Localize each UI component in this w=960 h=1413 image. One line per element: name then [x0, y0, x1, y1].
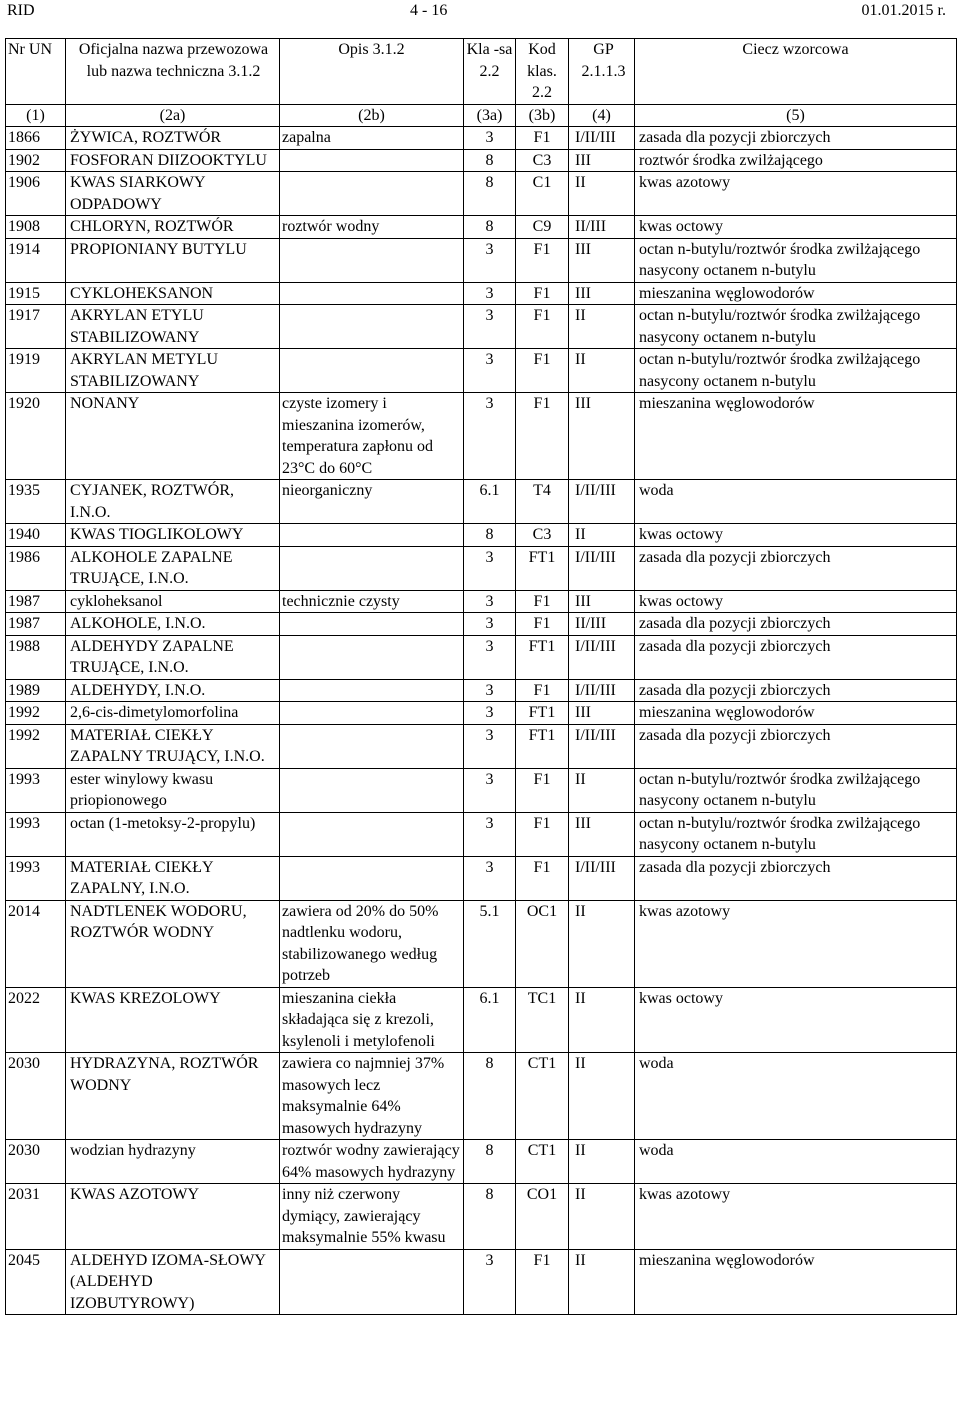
cell-packing-group: III	[569, 282, 635, 305]
cell-un-number: 2022	[6, 987, 66, 1053]
cell-class: 3	[464, 1249, 516, 1315]
header-document-code: RID	[7, 2, 35, 19]
cell-packing-group: II	[569, 1249, 635, 1315]
cell-reference-liquid: mieszanina węglowodorów	[635, 702, 957, 725]
cell-class: 5.1	[464, 900, 516, 987]
cell-name: MATERIAŁ CIEKŁY ZAPALNY, I.N.O.	[66, 856, 280, 900]
cell-reference-liquid: kwas octowy	[635, 590, 957, 613]
table-row	[6, 127, 957, 150]
cell-reference-liquid: zasada dla pozycji zbiorczych	[635, 724, 957, 768]
cell-un-number: 1988	[6, 635, 66, 679]
cell-description	[280, 149, 464, 172]
col-header-name: Oficjalna nazwa przewozowa lub nazwa techniczna 3.1.2	[66, 39, 280, 105]
cell-reference-liquid: kwas azotowy	[635, 900, 957, 987]
cell-reference-liquid: octan n-butylu/roztwór środka zwilżającego nasycony octanem n-butylu	[635, 349, 957, 393]
reference-liquids-table	[5, 38, 957, 1315]
cell-packing-group: II	[569, 1140, 635, 1184]
cell-classification-code: F1	[516, 349, 569, 393]
cell-packing-group: III	[569, 238, 635, 282]
cell-un-number: 1940	[6, 524, 66, 547]
cell-class: 3	[464, 702, 516, 725]
cell-class: 3	[464, 679, 516, 702]
cell-un-number: 1989	[6, 679, 66, 702]
cell-un-number: 1914	[6, 238, 66, 282]
cell-classification-code: F1	[516, 127, 569, 150]
cell-name: AKRYLAN METYLU STABILIZOWANY	[66, 349, 280, 393]
cell-description	[280, 724, 464, 768]
cell-classification-code: F1	[516, 282, 569, 305]
cell-name: PROPIONIANY BUTYLU	[66, 238, 280, 282]
table-row	[6, 702, 957, 725]
cell-reference-liquid: zasada dla pozycji zbiorczych	[635, 635, 957, 679]
cell-classification-code: C3	[516, 149, 569, 172]
table-row	[6, 768, 957, 812]
cell-name: KWAS TIOGLIKOLOWY	[66, 524, 280, 547]
cell-un-number: 2014	[6, 900, 66, 987]
col-number: (2a)	[66, 104, 280, 127]
cell-reference-liquid: woda	[635, 480, 957, 524]
cell-name: FOSFORAN DIIZOOKTYLU	[66, 149, 280, 172]
cell-description	[280, 172, 464, 216]
cell-reference-liquid: zasada dla pozycji zbiorczych	[635, 127, 957, 150]
cell-classification-code: F1	[516, 393, 569, 480]
cell-class: 8	[464, 149, 516, 172]
col-header-classification-code: Kod klas. 2.2	[516, 39, 569, 105]
cell-classification-code: FT1	[516, 724, 569, 768]
cell-description	[280, 635, 464, 679]
cell-name: ALDEHYDY ZAPALNE TRUJĄCE, I.N.O.	[66, 635, 280, 679]
cell-description	[280, 546, 464, 590]
table-row	[6, 480, 957, 524]
cell-reference-liquid: mieszanina węglowodorów	[635, 1249, 957, 1315]
cell-classification-code: TC1	[516, 987, 569, 1053]
cell-description	[280, 613, 464, 636]
cell-packing-group: III	[569, 149, 635, 172]
cell-name: ŻYWICA, ROZTWÓR	[66, 127, 280, 150]
cell-description: technicznie czysty	[280, 590, 464, 613]
col-number: (3a)	[464, 104, 516, 127]
cell-reference-liquid: octan n-butylu/roztwór środka zwilżającego nasycony octanem n-butylu	[635, 812, 957, 856]
cell-description	[280, 812, 464, 856]
cell-packing-group: II	[569, 1184, 635, 1250]
header-date: 01.01.2015 r.	[861, 2, 946, 19]
cell-classification-code: F1	[516, 305, 569, 349]
cell-description	[280, 768, 464, 812]
cell-reference-liquid: kwas octowy	[635, 987, 957, 1053]
cell-name: CYKLOHEKSANON	[66, 282, 280, 305]
table-body	[6, 127, 957, 1315]
cell-classification-code: F1	[516, 590, 569, 613]
cell-name: KWAS SIARKOWY ODPADOWY	[66, 172, 280, 216]
cell-description	[280, 305, 464, 349]
cell-un-number: 1987	[6, 590, 66, 613]
table-row	[6, 590, 957, 613]
cell-reference-liquid: zasada dla pozycji zbiorczych	[635, 546, 957, 590]
cell-un-number: 2031	[6, 1184, 66, 1250]
cell-un-number: 1917	[6, 305, 66, 349]
cell-classification-code: F1	[516, 1249, 569, 1315]
cell-description: zawiera od 20% do 50% nadtlenku wodoru, stabilizowanego według potrzeb	[280, 900, 464, 987]
cell-packing-group: I/II/III	[569, 635, 635, 679]
table-row	[6, 613, 957, 636]
cell-class: 8	[464, 1053, 516, 1140]
table-row	[6, 149, 957, 172]
table-row	[6, 812, 957, 856]
cell-class: 3	[464, 127, 516, 150]
cell-description	[280, 349, 464, 393]
cell-packing-group: II	[569, 900, 635, 987]
cell-description: mieszanina ciekła składająca się z krezoli, ksylenoli i metylofenoli	[280, 987, 464, 1053]
cell-classification-code: OC1	[516, 900, 569, 987]
cell-reference-liquid: kwas octowy	[635, 216, 957, 239]
cell-packing-group: I/II/III	[569, 856, 635, 900]
cell-description	[280, 238, 464, 282]
cell-packing-group: II	[569, 305, 635, 349]
cell-classification-code: C9	[516, 216, 569, 239]
table-row	[6, 546, 957, 590]
cell-packing-group: II/III	[569, 216, 635, 239]
cell-class: 3	[464, 238, 516, 282]
cell-un-number: 2030	[6, 1053, 66, 1140]
cell-reference-liquid: octan n-butylu/roztwór środka zwilżającego nasycony octanem n-butylu	[635, 768, 957, 812]
header-page-number: 4 - 16	[410, 2, 448, 19]
cell-un-number: 2045	[6, 1249, 66, 1315]
cell-class: 8	[464, 216, 516, 239]
cell-un-number: 1919	[6, 349, 66, 393]
cell-un-number: 1987	[6, 613, 66, 636]
cell-reference-liquid: zasada dla pozycji zbiorczych	[635, 679, 957, 702]
cell-un-number: 1993	[6, 768, 66, 812]
col-number: (4)	[569, 104, 635, 127]
cell-packing-group: III	[569, 393, 635, 480]
cell-name: HYDRAZYNA, ROZTWÓR WODNY	[66, 1053, 280, 1140]
cell-classification-code: F1	[516, 679, 569, 702]
cell-un-number: 1866	[6, 127, 66, 150]
cell-class: 6.1	[464, 480, 516, 524]
table-row	[6, 635, 957, 679]
cell-description	[280, 524, 464, 547]
cell-class: 8	[464, 1184, 516, 1250]
table-row	[6, 282, 957, 305]
cell-packing-group: I/II/III	[569, 724, 635, 768]
cell-description: zawiera co najmniej 37% masowych lecz maksymalnie 64% masowych hydrazyny	[280, 1053, 464, 1140]
table-row	[6, 216, 957, 239]
cell-un-number: 1902	[6, 149, 66, 172]
col-number: (5)	[635, 104, 957, 127]
cell-name: CHLORYN, ROZTWÓR	[66, 216, 280, 239]
cell-description: roztwór wodny	[280, 216, 464, 239]
cell-class: 3	[464, 349, 516, 393]
cell-name: octan (1-metoksy-2-propylu)	[66, 812, 280, 856]
table-row	[6, 349, 957, 393]
cell-description: nieorganiczny	[280, 480, 464, 524]
cell-description	[280, 1249, 464, 1315]
table-row	[6, 856, 957, 900]
cell-packing-group: III	[569, 812, 635, 856]
cell-name: ester winylowy kwasu priopionowego	[66, 768, 280, 812]
cell-name: cykloheksanol	[66, 590, 280, 613]
cell-description	[280, 282, 464, 305]
cell-reference-liquid: roztwór środka zwilżającego	[635, 149, 957, 172]
cell-un-number: 2030	[6, 1140, 66, 1184]
table-row	[6, 900, 957, 987]
cell-classification-code: F1	[516, 768, 569, 812]
cell-un-number: 1992	[6, 702, 66, 725]
cell-classification-code: F1	[516, 238, 569, 282]
table-row	[6, 679, 957, 702]
table-header-row	[6, 39, 957, 105]
col-number: (1)	[6, 104, 66, 127]
cell-class: 3	[464, 282, 516, 305]
cell-packing-group: II	[569, 524, 635, 547]
cell-description	[280, 702, 464, 725]
cell-packing-group: II	[569, 768, 635, 812]
table-row	[6, 172, 957, 216]
cell-packing-group: II	[569, 987, 635, 1053]
col-header-packing-group: GP 2.1.1.3	[569, 39, 635, 105]
cell-reference-liquid: woda	[635, 1053, 957, 1140]
cell-description: zapalna	[280, 127, 464, 150]
cell-name: 2,6-cis-dimetylomorfolina	[66, 702, 280, 725]
cell-name: ALKOHOLE ZAPALNE TRUJĄCE, I.N.O.	[66, 546, 280, 590]
cell-name: NONANY	[66, 393, 280, 480]
table-row	[6, 1184, 957, 1250]
cell-reference-liquid: mieszanina węglowodorów	[635, 282, 957, 305]
table-row	[6, 987, 957, 1053]
cell-name: AKRYLAN ETYLU STABILIZOWANY	[66, 305, 280, 349]
cell-class: 8	[464, 524, 516, 547]
cell-reference-liquid: kwas azotowy	[635, 172, 957, 216]
cell-classification-code: CO1	[516, 1184, 569, 1250]
cell-packing-group: I/II/III	[569, 546, 635, 590]
cell-name: KWAS KREZOLOWY	[66, 987, 280, 1053]
cell-class: 3	[464, 305, 516, 349]
cell-name: ALDEHYD IZOMA-SŁOWY (ALDEHYD IZOBUTYROWY)	[66, 1249, 280, 1315]
cell-classification-code: T4	[516, 480, 569, 524]
cell-classification-code: CT1	[516, 1053, 569, 1140]
cell-class: 3	[464, 393, 516, 480]
table-row	[6, 1140, 957, 1184]
page-header	[0, 0, 960, 22]
cell-class: 3	[464, 812, 516, 856]
table-row	[6, 1249, 957, 1315]
col-header-class: Kla -sa 2.2	[464, 39, 516, 105]
col-number: (2b)	[280, 104, 464, 127]
cell-class: 3	[464, 590, 516, 613]
cell-name: NADTLENEK WODORU, ROZTWÓR WODNY	[66, 900, 280, 987]
cell-packing-group: III	[569, 590, 635, 613]
cell-un-number: 1920	[6, 393, 66, 480]
cell-name: ALDEHYDY, I.N.O.	[66, 679, 280, 702]
col-number: (3b)	[516, 104, 569, 127]
cell-packing-group: I/II/III	[569, 480, 635, 524]
cell-packing-group: I/II/III	[569, 679, 635, 702]
cell-name: ALKOHOLE, I.N.O.	[66, 613, 280, 636]
table-row	[6, 524, 957, 547]
cell-packing-group: II	[569, 349, 635, 393]
cell-reference-liquid: mieszanina węglowodorów	[635, 393, 957, 480]
cell-un-number: 1986	[6, 546, 66, 590]
cell-description: inny niż czerwony dymiący, zawierający maksymalnie 55% kwasu	[280, 1184, 464, 1250]
cell-un-number: 1915	[6, 282, 66, 305]
cell-class: 3	[464, 768, 516, 812]
cell-description	[280, 679, 464, 702]
cell-classification-code: C1	[516, 172, 569, 216]
cell-class: 8	[464, 1140, 516, 1184]
col-header-reference-liquid: Ciecz wzorcowa	[635, 39, 957, 105]
cell-packing-group: II	[569, 172, 635, 216]
table-row	[6, 393, 957, 480]
table-row	[6, 1053, 957, 1140]
cell-un-number: 1935	[6, 480, 66, 524]
cell-reference-liquid: kwas azotowy	[635, 1184, 957, 1250]
cell-class: 3	[464, 613, 516, 636]
cell-un-number: 1908	[6, 216, 66, 239]
cell-description	[280, 856, 464, 900]
cell-reference-liquid: woda	[635, 1140, 957, 1184]
cell-packing-group: II/III	[569, 613, 635, 636]
cell-class: 3	[464, 724, 516, 768]
cell-name: MATERIAŁ CIEKŁY ZAPALNY TRUJĄCY, I.N.O.	[66, 724, 280, 768]
cell-reference-liquid: octan n-butylu/roztwór środka zwilżającego nasycony octanem n-butylu	[635, 238, 957, 282]
cell-packing-group: I/II/III	[569, 127, 635, 150]
table-row	[6, 238, 957, 282]
cell-un-number: 1993	[6, 812, 66, 856]
cell-reference-liquid: zasada dla pozycji zbiorczych	[635, 856, 957, 900]
cell-reference-liquid: zasada dla pozycji zbiorczych	[635, 613, 957, 636]
cell-un-number: 1993	[6, 856, 66, 900]
cell-un-number: 1906	[6, 172, 66, 216]
cell-class: 3	[464, 856, 516, 900]
cell-classification-code: F1	[516, 812, 569, 856]
cell-packing-group: II	[569, 1053, 635, 1140]
cell-reference-liquid: octan n-butylu/roztwór środka zwilżającego nasycony octanem n-butylu	[635, 305, 957, 349]
cell-description: roztwór wodny zawierający 64% masowych hydrazyny	[280, 1140, 464, 1184]
col-header-description: Opis 3.1.2	[280, 39, 464, 105]
cell-name: CYJANEK, ROZTWÓR, I.N.O.	[66, 480, 280, 524]
cell-class: 3	[464, 546, 516, 590]
cell-classification-code: FT1	[516, 702, 569, 725]
cell-classification-code: F1	[516, 856, 569, 900]
cell-un-number: 1992	[6, 724, 66, 768]
cell-classification-code: FT1	[516, 635, 569, 679]
cell-classification-code: FT1	[516, 546, 569, 590]
table-row	[6, 724, 957, 768]
cell-class: 6.1	[464, 987, 516, 1053]
cell-class: 3	[464, 635, 516, 679]
cell-classification-code: CT1	[516, 1140, 569, 1184]
cell-reference-liquid: kwas octowy	[635, 524, 957, 547]
column-number-row	[6, 104, 957, 127]
cell-classification-code: C3	[516, 524, 569, 547]
table-row	[6, 305, 957, 349]
cell-classification-code: F1	[516, 613, 569, 636]
cell-description: czyste izomery i mieszanina izomerów, temperatura zapłonu od 23°C do 60°C	[280, 393, 464, 480]
cell-class: 8	[464, 172, 516, 216]
cell-name: KWAS AZOTOWY	[66, 1184, 280, 1250]
col-header-un-number: Nr UN	[6, 39, 66, 105]
cell-name: wodzian hydrazyny	[66, 1140, 280, 1184]
cell-packing-group: III	[569, 702, 635, 725]
